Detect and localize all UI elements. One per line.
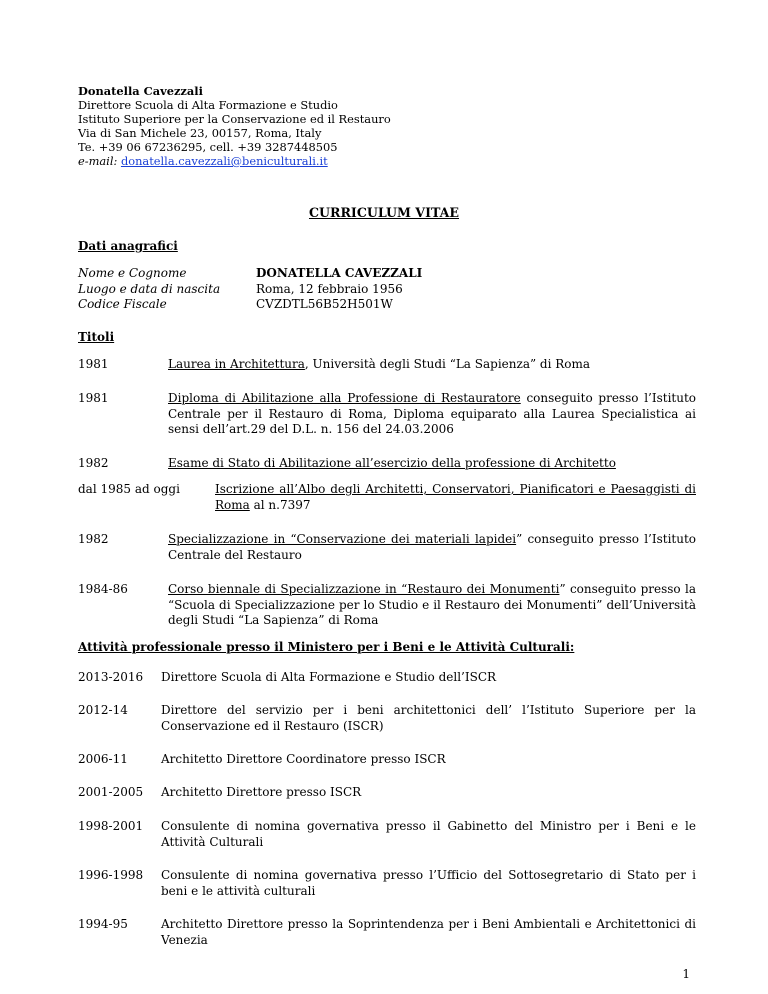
titoli-entry — [78, 482, 696, 513]
entry-year: 2001-2005 — [78, 785, 144, 799]
sender-header — [78, 84, 391, 168]
entry-text: Consulente di nomina governativa presso il Gabinetto del Ministro per i Beni e le Attività Culturali — [161, 819, 696, 849]
titoli-entry — [78, 391, 696, 438]
sender-institute: Istituto Superiore per la Conservazione ed il Restauro — [78, 112, 391, 126]
sender-address: Via di San Michele 23, 00157, Roma, Italy — [78, 126, 322, 140]
document-title: CURRICULUM VITAE — [308, 205, 460, 220]
entry-title: Iscrizione all’Albo degli Architetti, Conservatori, Pianificatori e Paesaggisti di Roma — [215, 482, 696, 512]
label-birth: Luogo e data di nascita — [78, 281, 221, 296]
label-fiscal-code: Codice Fiscale — [78, 297, 167, 311]
entry-title: Corso biennale di Specializzazione in “Restauro dei Monumenti — [168, 582, 560, 596]
attivita-entry — [78, 819, 696, 850]
attivita-entry — [78, 752, 696, 768]
titoli-entry — [78, 582, 696, 629]
value-birth: Roma, 12 febbraio 1956 — [256, 281, 403, 296]
entry-year: 1982 — [78, 532, 109, 546]
entry-detail: , Università degli Studi “La Sapienza” di Roma — [304, 357, 591, 371]
section-heading-attivita: Attività professionale presso il Ministero per i Beni e le Attività Culturali: — [78, 640, 575, 654]
entry-year: 1982 — [78, 456, 109, 470]
entry-title: Diploma di Abilitazione alla Professione di Restauratore — [168, 391, 521, 405]
entry-text: Architetto Direttore Coordinatore presso ISCR — [161, 752, 446, 766]
email-label: e-mail: — [78, 154, 118, 168]
value-fiscal-code: CVZDTL56B52H501W — [256, 297, 393, 311]
titoli-entry — [78, 357, 696, 373]
entry-text: Direttore del servizio per i beni architettonici dell’ l’Istituto Superiore per la Conservazione ed il Restauro (ISCR) — [161, 703, 696, 733]
attivita-entry — [78, 785, 696, 801]
attivita-entry — [78, 917, 696, 948]
entry-text: Consulente di nomina governativa presso l’Ufficio del Sottosegretario di Stato per i beni e le attività culturali — [161, 868, 696, 898]
entry-year: 2012-14 — [78, 703, 128, 717]
section-heading-titoli: Titoli — [78, 330, 115, 344]
entry-text: Direttore Scuola di Alta Formazione e Studio dell’ISCR — [161, 670, 497, 684]
entry-year: 1981 — [78, 357, 109, 371]
attivita-entry — [78, 868, 696, 899]
section-heading-dati: Dati anagrafici — [78, 239, 178, 253]
entry-title: Esame di Stato di Abilitazione all’esercizio della professione di Architetto — [168, 456, 616, 470]
entry-title: Laurea in Architettura — [168, 357, 305, 371]
entry-text: Architetto Direttore presso ISCR — [161, 785, 362, 799]
email-link[interactable]: donatella.cavezzali@beniculturali.it — [120, 154, 328, 168]
entry-year: 1998-2001 — [78, 819, 144, 833]
entry-year: dal 1985 ad oggi — [78, 482, 180, 496]
sender-role: Direttore Scuola di Alta Formazione e Studio — [78, 98, 338, 112]
entry-year: 1984-86 — [78, 582, 128, 596]
entry-year: 1994-95 — [78, 917, 128, 931]
entry-detail: ” conseguito presso la “Scuola di Specializzazione per lo Studio e il Restauro dei Monumenti” dell’Università degli Studi “La Sapienza” di Roma — [168, 582, 697, 628]
entry-detail: conseguito presso l’Istituto Centrale per il Restauro di Roma, Diploma equiparato alla Laurea Specialistica ai sensi dell’art.29 del D.L. n. 156 del 24.03.2006 — [168, 391, 697, 437]
entry-year: 1981 — [78, 391, 109, 405]
entry-year: 2006-11 — [78, 752, 128, 766]
entry-title: Specializzazione in “Conservazione dei materiali lapidei — [168, 532, 517, 546]
sender-email-line — [78, 154, 391, 168]
sender-phone: Te. +39 06 67236295, cell. +39 3287448505 — [78, 140, 338, 154]
entry-year: 2013-2016 — [78, 670, 144, 684]
entry-detail: ” conseguito presso l’Istituto Centrale del Restauro — [168, 532, 696, 562]
entry-detail: al n.7397 — [249, 497, 311, 512]
attivita-entry — [78, 670, 696, 686]
label-name: Nome e Cognome — [78, 266, 187, 280]
titoli-entry — [78, 456, 696, 472]
entry-text: Architetto Direttore presso la Soprintendenza per i Beni Ambientali e Architettonici di Venezia — [161, 917, 696, 947]
page-number: 1 — [682, 967, 690, 981]
value-name: DONATELLA CAVEZZALI — [256, 266, 423, 280]
attivita-entry — [78, 703, 696, 734]
sender-name: Donatella Cavezzali — [78, 84, 203, 98]
entry-year: 1996-1998 — [78, 868, 144, 882]
titoli-entry — [78, 532, 696, 563]
